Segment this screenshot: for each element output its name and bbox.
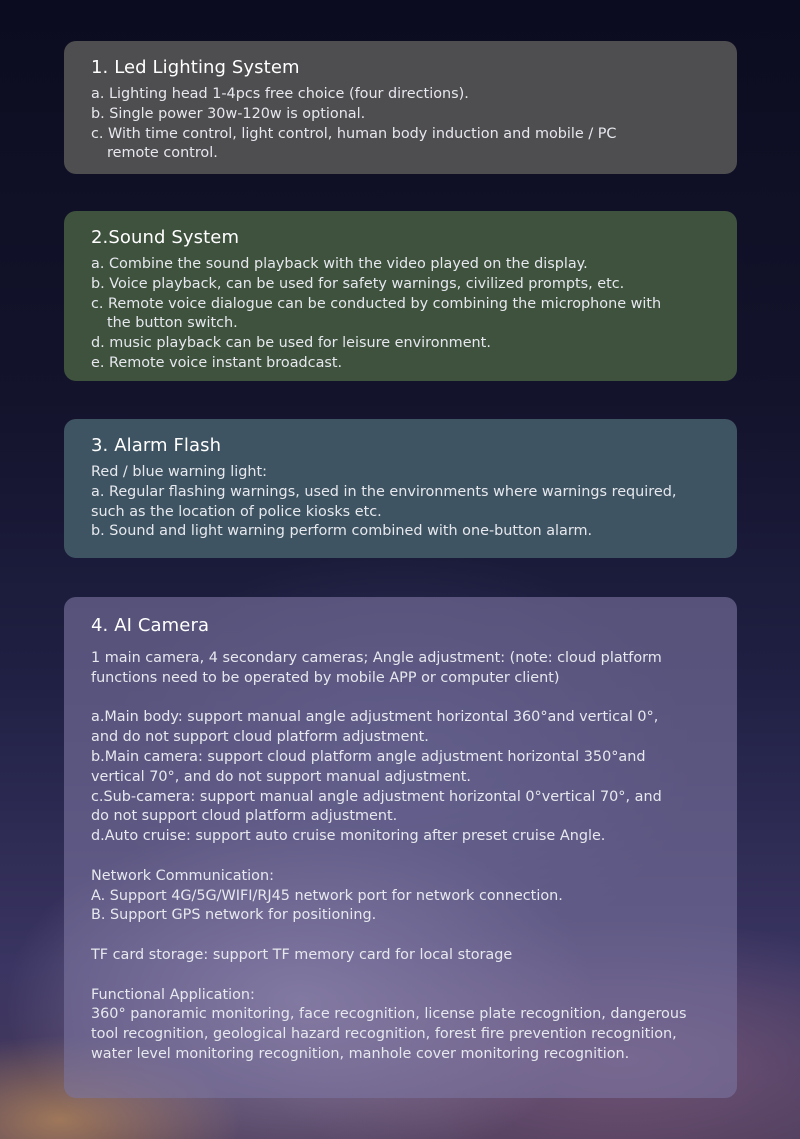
section-title: 4. AI Camera [91, 615, 210, 636]
text-line: 360° panoramic monitoring, face recognition, license plate recognition, dangerous [91, 1006, 687, 1023]
section-ai-camera [64, 597, 737, 1098]
section-alarm-flash [64, 419, 737, 558]
text-line: Red / blue warning light: [91, 464, 267, 480]
text-line: Network Communication: [91, 867, 274, 884]
text-line: c. With time control, light control, human body induction and mobile / PC [91, 125, 617, 142]
text-line: water level monitoring recognition, manhole cover monitoring recognition. [91, 1045, 630, 1062]
text-line: tool recognition, geological hazard recognition, forest fire prevention recognition, [91, 1026, 677, 1043]
section-body [91, 463, 711, 542]
text-line: c. Remote voice dialogue can be conducted by combining the microphone with [91, 295, 662, 312]
text-line: a.Main body: support manual angle adjustment horizontal 360°and vertical 0°, [91, 709, 659, 726]
text-line: d.Auto cruise: support auto cruise monitoring after preset cruise Angle. [91, 828, 606, 845]
paragraph-gap [91, 847, 711, 867]
text-line: a. Lighting head 1-4pcs free choice (four directions). [91, 86, 469, 102]
paragraph-gap [91, 689, 711, 709]
text-line: and do not support cloud platform adjustment. [91, 729, 429, 746]
text-line: b.Main camera: support cloud platform angle adjustment horizontal 350°and [91, 748, 646, 765]
section-body [91, 255, 711, 374]
paragraph-gap [91, 966, 711, 986]
text-line: b. Single power 30w-120w is optional. [91, 105, 366, 122]
section-body [91, 85, 711, 164]
text-line: e. Remote voice instant broadcast. [91, 354, 343, 371]
text-line: vertical 70°, and do not support manual adjustment. [91, 768, 471, 785]
text-line: a. Combine the sound playback with the video played on the display. [91, 256, 588, 272]
text-line: d. music playback can be used for leisure environment. [91, 335, 491, 352]
text-line: B. Support GPS network for positioning. [91, 907, 377, 924]
text-line: remote control. [107, 145, 218, 162]
text-line: 1 main camera, 4 secondary cameras; Angle adjustment: (note: cloud platform [91, 650, 662, 666]
section-title: 3. Alarm Flash [91, 435, 222, 456]
section-title: 1. Led Lighting System [91, 57, 300, 78]
text-line: A. Support 4G/5G/WIFI/RJ45 network port for network connection. [91, 887, 563, 904]
text-line: TF card storage: support TF memory card for local storage [91, 946, 513, 963]
paragraph-gap [91, 926, 711, 946]
text-line: do not support cloud platform adjustment. [91, 808, 398, 825]
text-line: c.Sub-camera: support manual angle adjustment horizontal 0°vertical 70°, and [91, 788, 662, 805]
text-line: functions need to be operated by mobile APP or computer client) [91, 669, 560, 686]
text-line: the button switch. [107, 315, 238, 332]
text-line: b. Voice playback, can be used for safety warnings, civilized prompts, etc. [91, 275, 625, 292]
text-line: such as the location of police kiosks etc. [91, 503, 382, 520]
text-line: b. Sound and light warning perform combined with one-button alarm. [91, 523, 593, 540]
section-sound-system [64, 211, 737, 381]
section-body [91, 649, 711, 1065]
text-line: a. Regular flashing warnings, used in the environments where warnings required, [91, 483, 677, 500]
text-line: Functional Application: [91, 986, 255, 1003]
section-title: 2.Sound System [91, 227, 240, 248]
section-led-lighting [64, 41, 737, 174]
